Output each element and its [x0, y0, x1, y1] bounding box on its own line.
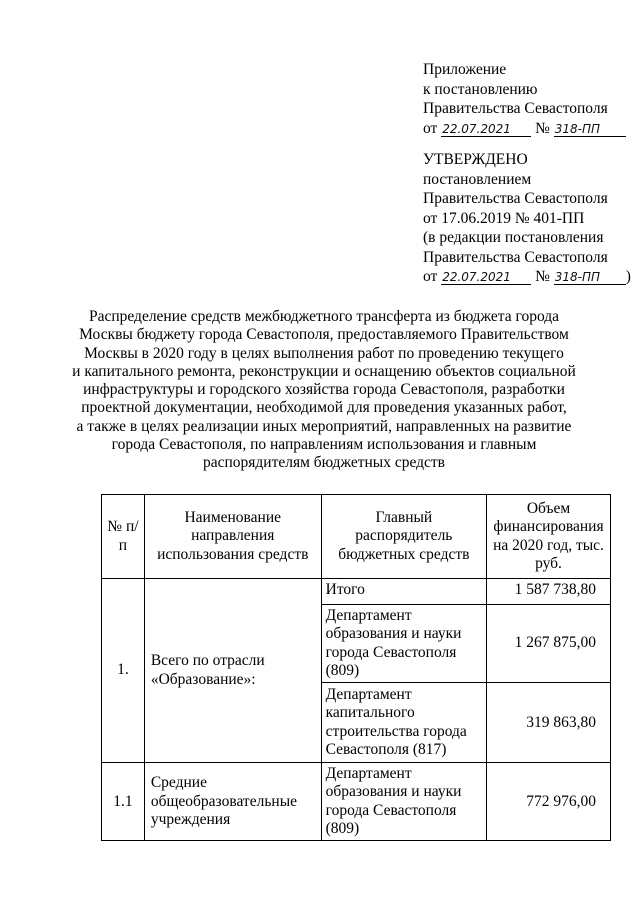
approved-heading: УТВЕРЖДЕНО: [423, 151, 528, 168]
distribution-table: [101, 494, 611, 841]
appendix-block: [423, 60, 626, 138]
appendix-date-handwritten: 22.07.2021: [441, 122, 531, 137]
row2-manager: Департамент образования и науки города Севастополя (809): [321, 763, 486, 841]
approved-line-5: (в редакции постановления: [423, 229, 604, 246]
appendix-date-line: [423, 119, 626, 139]
row1-amount-809: 1 267 875,00: [487, 605, 611, 683]
header-direction: Наименование направления использования средств: [144, 495, 321, 579]
approved-date-prefix: от: [423, 268, 438, 285]
header-amount: Объем финансирования на 2020 год, тыс. руб.: [487, 495, 611, 579]
approved-number-prefix: №: [535, 268, 550, 285]
approved-line-6: Правительства Севастополя: [423, 248, 608, 266]
title-line-2: Москвы бюджету города Севастополя, предоставляемого Правительством: [79, 326, 569, 344]
appendix-date-prefix: от: [423, 119, 438, 137]
title-line-5: инфраструктуры и городского хозяйства города Севастополя, разработки: [83, 381, 565, 399]
row1-manager-809: Департамент образования и науки города Севастополя (809): [321, 605, 486, 683]
header-number: № п/п: [102, 495, 145, 579]
approved-date-line: [423, 267, 631, 287]
approved-date-handwritten: 22.07.2021: [441, 270, 531, 285]
appendix-number-handwritten: 318-ПП: [554, 122, 626, 137]
title-line-1: Распределение средств межбюджетного трансферта из бюджета города: [88, 308, 560, 325]
approved-line-2: постановлением: [423, 170, 532, 188]
header-manager: Главный распорядитель бюджетных средств: [321, 495, 486, 579]
title-line-9: распорядителям бюджетных средств: [202, 454, 446, 472]
approved-close-paren: ): [625, 268, 631, 285]
table-row: [102, 763, 611, 841]
row1-amount-total: 1 587 738,80: [487, 579, 611, 605]
row1-number: 1.: [102, 579, 145, 763]
appendix-line-2: к постановлению: [423, 80, 538, 98]
title-line-7: а также в целях реализации иных мероприятий, направленных на развитие: [76, 417, 572, 435]
approved-number-handwritten: 318-ПП: [554, 270, 626, 285]
table-header-row: [102, 495, 611, 579]
row1-direction: Всего по отрасли «Образование»:: [144, 579, 321, 763]
row2-number: 1.1: [102, 763, 145, 841]
table-row: [102, 579, 611, 605]
approved-line-3: Правительства Севастополя: [423, 190, 608, 207]
row2-amount: 772 976,00: [487, 763, 611, 841]
appendix-line-1: Приложение: [423, 61, 507, 78]
title-line-3: Москвы в 2020 году в целях выполнения работ по проведению текущего: [84, 344, 564, 362]
appendix-number-prefix: №: [535, 119, 550, 137]
row1-manager-total: Итого: [321, 579, 486, 605]
row1-amount-817: 319 863,80: [487, 683, 611, 763]
title-line-4: и капитального ремонта, реконструкции и оснащению объектов социальной: [72, 362, 576, 380]
title-line-8: города Севастополя, по направлениям использования и главным: [111, 436, 537, 454]
appendix-line-3: Правительства Севастополя: [423, 100, 608, 117]
approved-line-4: от 17.06.2019 № 401-ПП: [423, 209, 585, 227]
row2-direction: Средние общеобразовательные учреждения: [144, 763, 321, 841]
approved-block: [423, 150, 631, 287]
document-title: [64, 308, 584, 473]
title-line-6: проектной документации, необходимой для проведения указанных работ,: [81, 399, 567, 417]
row1-manager-817: Департамент капитального строительства города Севастополя (817): [321, 683, 486, 763]
